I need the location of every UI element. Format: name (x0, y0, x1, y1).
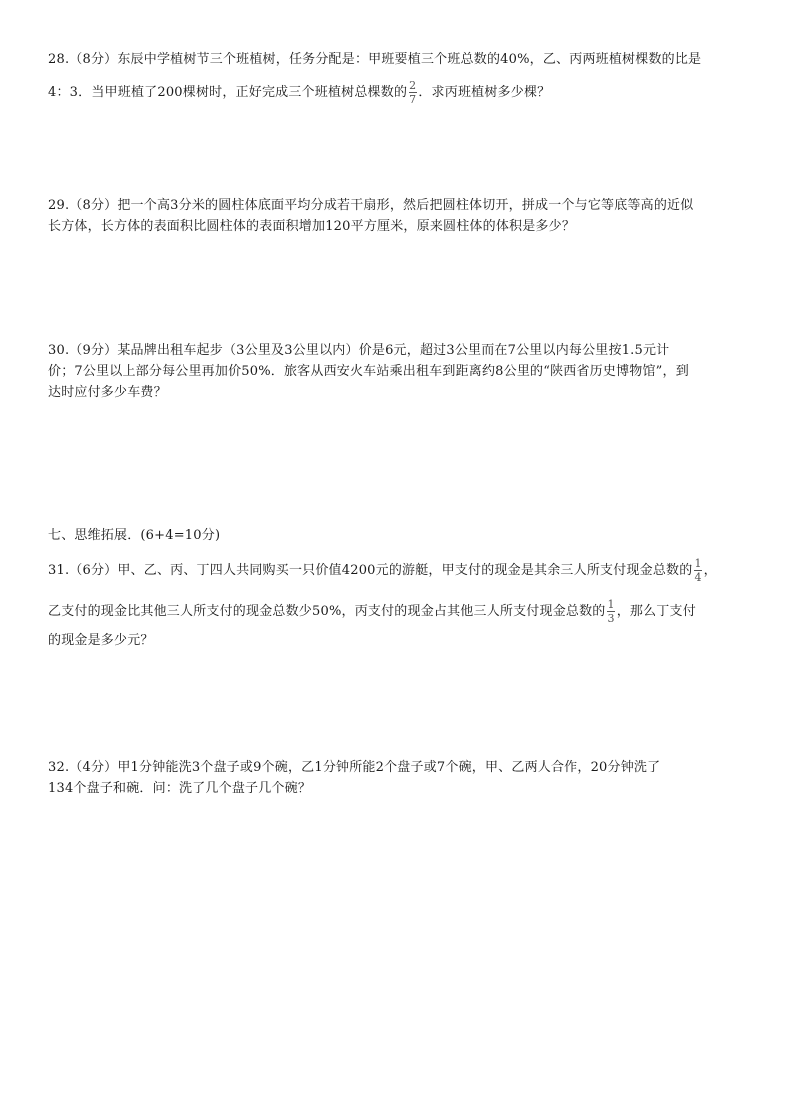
q31-fraction-2 (607, 599, 616, 624)
q28-line-2-text: 4：3．当甲班植了200棵树时，正好完成三个班植树总棵数的 (48, 85, 408, 100)
q30-line-2: 价；7公里以上部分每公里再加价50%．旅客从西安火车站乘出租车到距离约8公里的“陕西省历史博物馆”，到 (48, 364, 689, 379)
q28-fraction (408, 80, 417, 105)
q28-line-2-end: ．求丙班植树多少棵？ (418, 85, 551, 100)
q31-fraction-2-numerator: 1 (607, 598, 615, 611)
q29-line-1: 29.（8分）把一个高3分米的圆柱体底面平均分成若干扇形，然后把圆柱体切开，拼成一个与它等底等高的近似 (48, 198, 694, 213)
q32-line-1: 32.（4分）甲1分钟能洗3个盘子或9个碗，乙1分钟所能2个盘子或7个碗，甲、乙两人合作，20分钟洗了 (48, 760, 661, 775)
q31-fraction-1 (693, 558, 702, 583)
q31-fraction-2-denominator: 3 (607, 612, 615, 625)
q31-line-1-text: 31.（6分）甲、乙、丙、丁四人共同购买一只价值4200元的游艇，甲支付的现金是其余三人所支付现金总数的 (48, 563, 693, 578)
q28-line-2 (48, 80, 550, 105)
q31-line-1-end: ， (703, 563, 717, 578)
q31-line-3: 的现金是多少元？ (48, 633, 154, 648)
q28-fraction-numerator: 2 (409, 79, 417, 92)
q30-line-3: 达时应付多少车费？ (48, 385, 167, 400)
q28-line-1: 28.（8分）东辰中学植树节三个班植树，任务分配是：甲班要植三个班总数的40%，乙、丙两班植树棵数的比是 (48, 52, 702, 67)
q29-line-2: 长方体，长方体的表面积比圆柱体的表面积增加120平方厘米，原来圆柱体的体积是多少？ (48, 219, 576, 234)
q30-line-1: 30.（9分）某品牌出租车起步（3公里及3公里以内）价是6元，超过3公里而在7公里以内每公里按1.5元计 (48, 343, 670, 358)
q31-fraction-1-numerator: 1 (694, 557, 702, 570)
q31-line-2-end: ，那么丁支付 (616, 604, 696, 619)
q28-fraction-denominator: 7 (409, 93, 417, 106)
section-7-title: 七、思维拓展．(6+4=10分) (48, 528, 221, 543)
q31-line-2 (48, 599, 696, 624)
q31-fraction-1-denominator: 4 (694, 571, 702, 584)
q31-line-1 (48, 558, 717, 583)
q32-line-2: 134个盘子和碗．问：洗了几个盘子几个碗？ (48, 781, 312, 796)
q31-line-2-text: 乙支付的现金比其他三人所支付的现金总数少50%，丙支付的现金占其他三人所支付现金总数的 (48, 604, 606, 619)
